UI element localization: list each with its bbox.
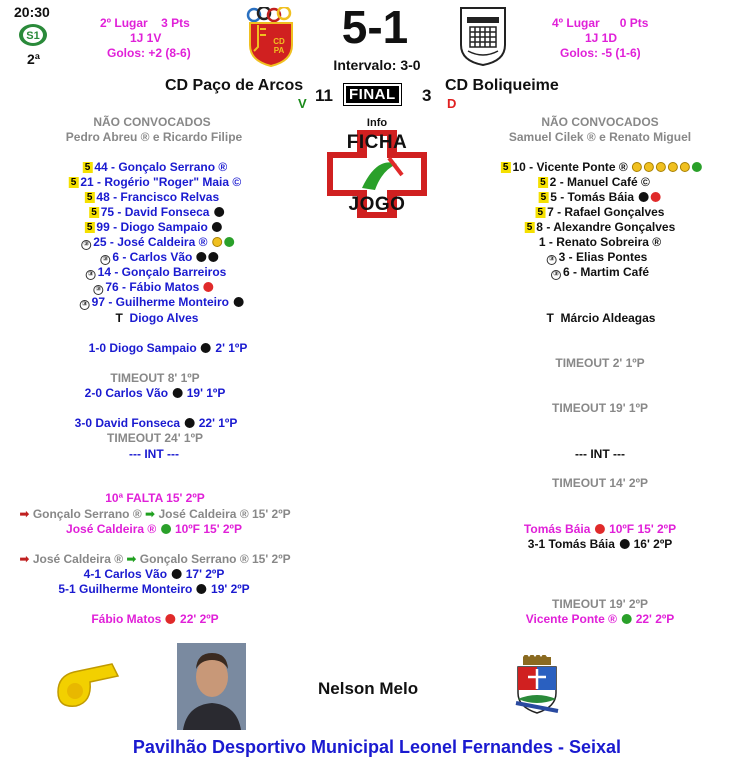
- event-time: 2' 1ºP: [215, 341, 248, 355]
- goal-icon: [197, 252, 207, 262]
- player-number-badge: ③: [551, 270, 561, 280]
- referee-photo[interactable]: [177, 643, 246, 730]
- player-name: 48 - Francisco Relvas: [96, 190, 220, 204]
- yellow-card-icon: [644, 162, 654, 172]
- event-text: Fábio Matos: [91, 612, 162, 626]
- home-event-goal: [89, 341, 248, 355]
- player-name: 6 - Carlos Vão: [112, 250, 193, 264]
- event-time: 19' 1ºP: [186, 386, 226, 400]
- match-time: 20:30: [14, 4, 50, 20]
- player-name: 10 - Vicente Ponte ®: [512, 160, 628, 174]
- svg-text:PA: PA: [273, 46, 285, 55]
- home-goals-scored: 11: [315, 86, 333, 105]
- away-position-label: 4º Lugar: [552, 16, 600, 30]
- home-event-timeout: TIMEOUT 24' 1ºP: [107, 431, 203, 445]
- ficha-text: FICHA: [346, 132, 408, 153]
- player-name: 3 - Elias Pontes: [558, 250, 648, 264]
- sub-in-icon: ➡: [145, 507, 156, 521]
- away-event-foul: [524, 522, 676, 536]
- away-goals: Golos: -5 (1-6): [560, 46, 641, 60]
- home-event-foul: [66, 522, 242, 536]
- away-team-name[interactable]: CD Boliqueime: [445, 77, 559, 94]
- red-card-icon: [204, 282, 214, 292]
- goal-icon: [201, 343, 211, 353]
- player-name: 8 - Alexandre Gonçalves: [536, 220, 676, 234]
- foul-icon: [161, 524, 171, 534]
- halftime-score: Intervalo: 3-0: [333, 57, 421, 73]
- goal-icon: [209, 252, 219, 262]
- referee-name: Nelson Melo: [318, 679, 419, 698]
- yellow-card-icon: [632, 162, 642, 172]
- player-name: 6 - Martim Café: [562, 265, 650, 279]
- home-player-row[interactable]: [81, 235, 235, 250]
- home-event-goal: [75, 416, 238, 430]
- away-event-interval: --- INT ---: [575, 447, 625, 461]
- player-number-badge: 5: [540, 177, 546, 188]
- sub-out-icon: ➡: [19, 507, 30, 521]
- final-score: 5-1: [341, 1, 409, 53]
- goal-icon: [638, 192, 648, 202]
- sub-out-player: Gonçalo Serrano ®: [32, 507, 142, 521]
- foul-icon: [692, 162, 702, 172]
- goal-icon: [171, 569, 181, 579]
- away-position: [552, 16, 648, 30]
- event-time: 17' 2ºP: [185, 567, 225, 581]
- away-record: 1J 1D: [585, 31, 618, 45]
- away-result: D: [447, 96, 457, 111]
- venue-name[interactable]: Pavilhão Desportivo Municipal Leonel Fernandes - Seixal: [132, 737, 622, 757]
- home-coach-name: Diogo Alves: [129, 311, 199, 325]
- player-number-badge: ③: [93, 285, 103, 295]
- home-player-row[interactable]: [93, 280, 214, 295]
- player-number-badge: 5: [70, 177, 77, 188]
- home-event-goal: [85, 386, 226, 400]
- association-crest: [514, 655, 560, 720]
- home-player-row[interactable]: [89, 205, 225, 219]
- goal-icon: [184, 418, 194, 428]
- home-event-substitution: [19, 552, 290, 566]
- event-text: 4-1 Carlos Vão: [83, 567, 168, 581]
- yellow-card-icon: [212, 237, 222, 247]
- player-name: 44 - Gonçalo Serrano ®: [94, 160, 228, 174]
- away-player-row[interactable]: [538, 175, 650, 189]
- event-time: 16' 2ºP: [633, 537, 673, 551]
- player-name: 97 - Guilherme Monteiro: [91, 295, 230, 309]
- player-number-badge: 5: [91, 207, 97, 218]
- away-player-row[interactable]: [539, 235, 661, 249]
- player-number-badge: ③: [547, 255, 557, 265]
- event-text: Tomás Báia: [523, 522, 591, 536]
- player-name: 75 - David Fonseca: [100, 205, 210, 219]
- player-number-badge: 5: [537, 207, 544, 218]
- event-time: 10ºF 15' 2ºP: [609, 522, 677, 536]
- away-player-row[interactable]: [501, 160, 703, 174]
- home-record: 1J 1V: [130, 31, 162, 45]
- sub-in-icon: ➡: [126, 552, 137, 566]
- yellow-card-icon: [668, 162, 678, 172]
- away-not-called-names: Samuel Cilek ® e Renato Miguel: [508, 130, 692, 144]
- player-number-badge: ③: [81, 240, 91, 250]
- away-event-card: [526, 612, 675, 626]
- jogo-text: JOGO: [348, 194, 406, 215]
- whistle-icon: [54, 662, 120, 713]
- player-number-badge: 5: [86, 192, 93, 203]
- svg-text:S1: S1: [26, 30, 40, 42]
- player-number-badge: ③: [80, 300, 90, 310]
- event-text: 1-0 Diogo Sampaio: [88, 341, 197, 355]
- sub-out-icon: ➡: [19, 552, 30, 566]
- home-position-label: 2º Lugar: [100, 16, 148, 30]
- away-event-timeout: TIMEOUT 14' 2ºP: [552, 476, 648, 490]
- event-text: 5-1 Guilherme Monteiro: [58, 582, 193, 596]
- away-coach-name: Márcio Aldeagas: [560, 311, 656, 325]
- home-event-timeout: TIMEOUT 8' 1ºP: [110, 371, 200, 385]
- player-number-badge: 5: [84, 162, 91, 173]
- event-time: 22' 1ºP: [198, 416, 238, 430]
- player-name: 21 - Rogério "Roger" Maia ©: [80, 175, 242, 189]
- away-player-row[interactable]: [551, 265, 649, 280]
- home-player-row[interactable]: [83, 160, 227, 174]
- away-team-crest[interactable]: [458, 5, 508, 70]
- goal-icon: [619, 539, 629, 549]
- foul-icon: [224, 237, 234, 247]
- home-event-substitution: [19, 507, 290, 521]
- event-text: José Caldeira ®: [66, 522, 157, 536]
- player-number-badge: 5: [86, 222, 93, 233]
- event-time: 10ºF 15' 2ºP: [174, 522, 242, 536]
- goal-icon: [172, 388, 182, 398]
- player-number-badge: 5: [526, 222, 533, 233]
- player-name: 5 - Tomás Báia: [550, 190, 635, 204]
- player-number-badge: 5: [540, 192, 547, 203]
- home-player-row[interactable]: [85, 220, 223, 234]
- event-text: 3-0 David Fonseca: [74, 416, 181, 430]
- sub-in-player: José Caldeira ® 15' 2ºP: [158, 507, 291, 521]
- home-not-called-title: NÃO CONVOCADOS: [93, 115, 211, 129]
- away-player-row[interactable]: [539, 190, 662, 204]
- svg-text:CD: CD: [273, 37, 285, 46]
- home-event-goal: [58, 582, 249, 596]
- event-text: 3-1 Tomás Báia: [527, 537, 615, 551]
- away-event-goal: [528, 537, 672, 551]
- goal-icon: [214, 207, 224, 217]
- event-time: 22' 2ºP: [180, 612, 219, 626]
- coach-icon: T: [115, 311, 123, 325]
- competition-logo: [18, 22, 48, 51]
- away-coach-row[interactable]: [547, 311, 656, 325]
- home-position: [100, 16, 190, 30]
- match-sheet-link[interactable]: [327, 130, 427, 218]
- goal-icon: [233, 297, 243, 307]
- home-result: V: [298, 96, 307, 111]
- player-number-badge: ③: [86, 270, 96, 280]
- event-text: 2-0 Carlos Vão: [84, 386, 169, 400]
- home-goals: Golos: +2 (8-6): [107, 46, 191, 60]
- away-goals-scored: 3: [422, 86, 432, 105]
- player-number-badge: ③: [100, 255, 110, 265]
- home-event-goal: [84, 567, 225, 581]
- coach-icon: T: [546, 311, 554, 325]
- player-name: 2 - Manuel Café ©: [549, 175, 650, 189]
- sub-out-player: José Caldeira ®: [32, 552, 124, 566]
- goal-icon: [212, 222, 222, 232]
- player-name: 76 - Fábio Matos: [105, 280, 200, 294]
- goal-icon: [197, 584, 207, 594]
- red-card-icon: [166, 614, 176, 624]
- home-not-called-names: Pedro Abreu ® e Ricardo Filipe: [65, 130, 243, 144]
- away-event-timeout: TIMEOUT 19' 1ºP: [552, 401, 648, 415]
- away-event-timeout: TIMEOUT 19' 2ºP: [552, 597, 648, 611]
- player-name: 99 - Diogo Sampaio: [96, 220, 208, 234]
- home-player-row[interactable]: [86, 265, 227, 280]
- away-player-row[interactable]: [525, 220, 676, 234]
- round-label: 2ª: [27, 51, 40, 67]
- home-player-row[interactable]: [100, 250, 219, 265]
- home-coach-row[interactable]: [116, 311, 199, 325]
- final-label: FINAL: [344, 84, 401, 105]
- foul-icon: [621, 614, 631, 624]
- away-event-timeout: TIMEOUT 2' 1ºP: [555, 356, 645, 370]
- player-name: 14 - Gonçalo Barreiros: [97, 265, 227, 279]
- home-player-row[interactable]: [69, 175, 241, 189]
- home-event-foul: 10ª FALTA 15' 2ºP: [105, 491, 205, 505]
- event-text: Vicente Ponte ®: [525, 612, 618, 626]
- event-time: 22' 2ºP: [635, 612, 675, 626]
- home-player-row[interactable]: [85, 190, 219, 204]
- player-name: 7 - Rafael Gonçalves: [547, 205, 665, 219]
- info-label: Info: [366, 117, 388, 129]
- red-card-icon: [595, 524, 605, 534]
- event-time: 19' 2ºP: [211, 582, 250, 596]
- yellow-card-icon: [656, 162, 666, 172]
- home-team-crest[interactable]: [246, 7, 296, 70]
- home-team-name[interactable]: CD Paço de Arcos: [165, 77, 304, 94]
- player-name: 25 - José Caldeira ®: [93, 235, 208, 249]
- home-event-interval: --- INT ---: [129, 447, 179, 461]
- home-event-card: [91, 612, 218, 626]
- away-player-row[interactable]: [547, 250, 648, 265]
- away-not-called-title: NÃO CONVOCADOS: [541, 115, 659, 129]
- sub-in-player: Gonçalo Serrano ® 15' 2ºP: [139, 552, 291, 566]
- red-card-icon: [650, 192, 660, 202]
- player-number-badge: 5: [502, 162, 509, 173]
- yellow-card-icon: [680, 162, 690, 172]
- player-name: 1 - Renato Sobreira ®: [538, 235, 662, 249]
- away-player-row[interactable]: [536, 205, 665, 219]
- final-badge: [344, 86, 401, 103]
- home-player-row[interactable]: [80, 295, 245, 310]
- away-points: 0 Pts: [619, 16, 649, 30]
- home-points: 3 Pts: [161, 16, 190, 30]
